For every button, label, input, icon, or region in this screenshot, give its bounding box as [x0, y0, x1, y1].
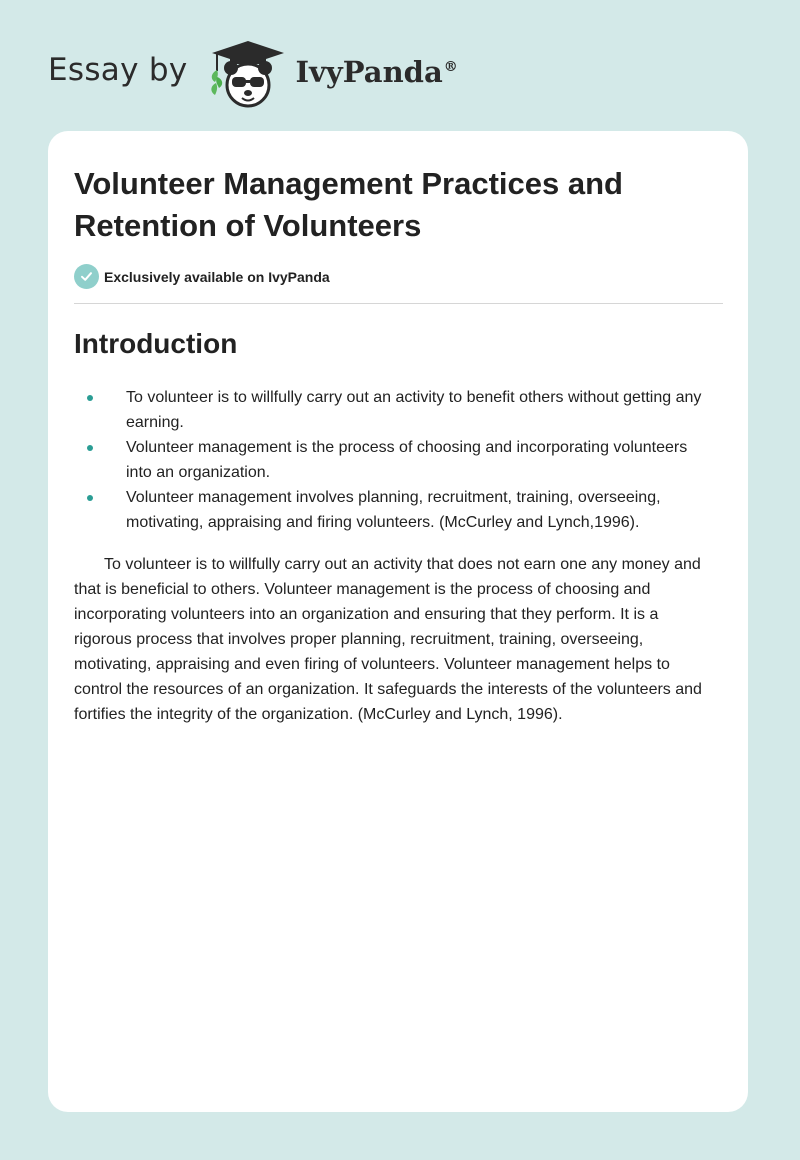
- brand-header[interactable]: [48, 36, 458, 112]
- body-paragraph: To volunteer is to willfully carry out an activity that does not earn one any money and that is beneficial to others. Volunteer management is the process of choosing and incorporating volunteers into an organization and ensuring that they perform. It is a rigorous process that involves proper planning, recruitment, training, overseeing, motivating, appraising and even firing of volunteers. Volunteer management helps to control the resources of an organization. It safeguards the interests of the volunteers and fortifies the integrity of the organization. (McCurley and Lynch, 1996).: [74, 556, 702, 723]
- exclusive-label: Exclusively available on IvyPanda: [104, 268, 330, 285]
- list-item: [74, 485, 714, 535]
- bullet-icon: [87, 445, 93, 451]
- divider: [74, 303, 723, 304]
- list-item: [74, 435, 714, 485]
- bullet-list: [74, 385, 714, 535]
- list-item: [74, 385, 714, 435]
- list-item-text: To volunteer is to willfully carry out an activity to benefit others without getting any earning.: [126, 389, 702, 431]
- section-heading: Introduction: [74, 328, 238, 359]
- essay-card: [48, 131, 748, 1112]
- registered-mark: ®: [443, 59, 458, 76]
- exclusive-badge: [74, 264, 330, 289]
- list-item-text: Volunteer management involves planning, recruitment, training, overseeing, motivating, appraising and firing volunteers. (McCurley and Lynch,1996).: [126, 489, 661, 531]
- panda-graduate-logo-icon: [202, 37, 294, 111]
- check-icon: [74, 264, 99, 289]
- brand-name: IvyPanda®: [295, 55, 458, 89]
- brand-prefix: Essay by: [48, 52, 188, 88]
- bullet-icon: [87, 495, 93, 501]
- list-item-text: Volunteer management is the process of choosing and incorporating volunteers into an organization.: [126, 439, 688, 481]
- page-title: Volunteer Management Practices and Retention of Volunteers: [74, 166, 623, 243]
- bullet-icon: [87, 395, 93, 401]
